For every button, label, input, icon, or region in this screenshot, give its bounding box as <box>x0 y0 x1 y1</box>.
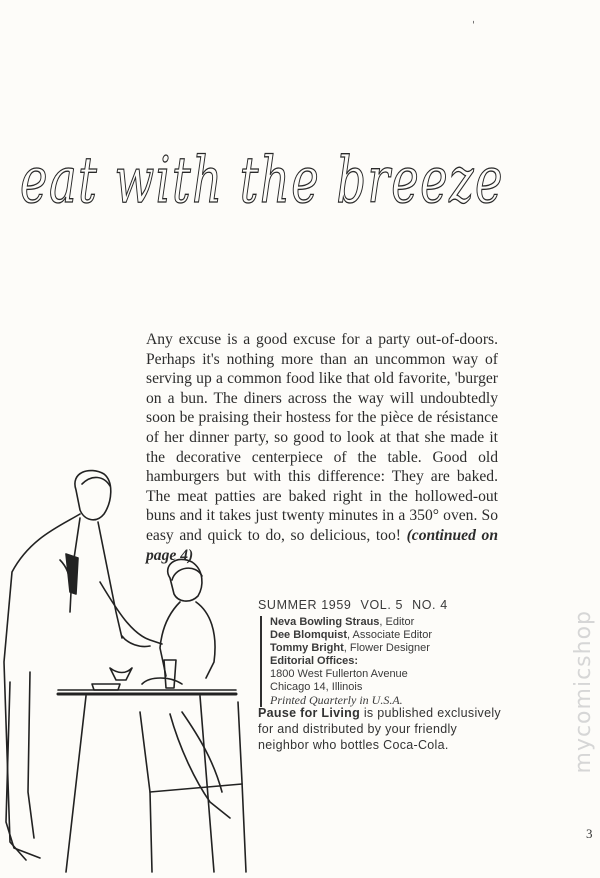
staff-line: Dee Blomquist, Associate Editor <box>270 629 433 641</box>
staff-line: Neva Bowling Straus, Editor <box>270 616 415 628</box>
continued-link[interactable]: (continued on page 4) <box>146 526 498 564</box>
address-line: 1800 West Fullerton Avenue <box>270 668 408 680</box>
masthead <box>258 598 508 707</box>
headline <box>14 118 514 238</box>
issue-volume: VOL. 5 <box>360 598 404 612</box>
publisher-text: is published exclusively for and distributed by your friendly neighbor who bottles Coca-Cola. <box>258 706 501 752</box>
issue-line <box>258 598 508 612</box>
page-number: 3 <box>586 826 593 841</box>
publisher-brand: Pause for Living <box>258 706 361 720</box>
issue-number: NO. 4 <box>412 598 448 612</box>
staff-line: Tommy Bright, Flower Designer <box>270 642 430 654</box>
staff-credits <box>260 616 508 707</box>
issue-season: SUMMER 1959 <box>258 598 352 612</box>
printed-note: Printed Quarterly in U.S.A. <box>270 693 403 707</box>
article-text: Any excuse is a good excuse for a party out-of-doors. Perhaps it's nothing more than an uncommon way of serving up a common food like that old favorite, 'burger on a bun. The diners across the way will undoubtedly soon be praising their hostess for the pièce de résistance of her dinner party, so good to look at that she made it the decorative centerpiece of the table. Good old hamburgers but with this difference: They are baked. The meat patties are baked right in the hollowed-out buns and it takes just twenty minutes in a 350° oven. So easy and quick to do, so delicious, too! <box>146 331 498 544</box>
address-line: Chicago 14, Illinois <box>270 681 363 693</box>
waiter-and-diner-illustration <box>0 462 260 878</box>
headline-script <box>14 118 514 238</box>
offices-label: Editorial Offices: <box>270 655 359 667</box>
publisher-note <box>258 706 508 753</box>
svg-text:eat with the breeze: eat with the breeze <box>20 144 504 218</box>
watermark: mycomicshop <box>571 610 596 774</box>
print-mark: ˌ <box>472 12 476 25</box>
